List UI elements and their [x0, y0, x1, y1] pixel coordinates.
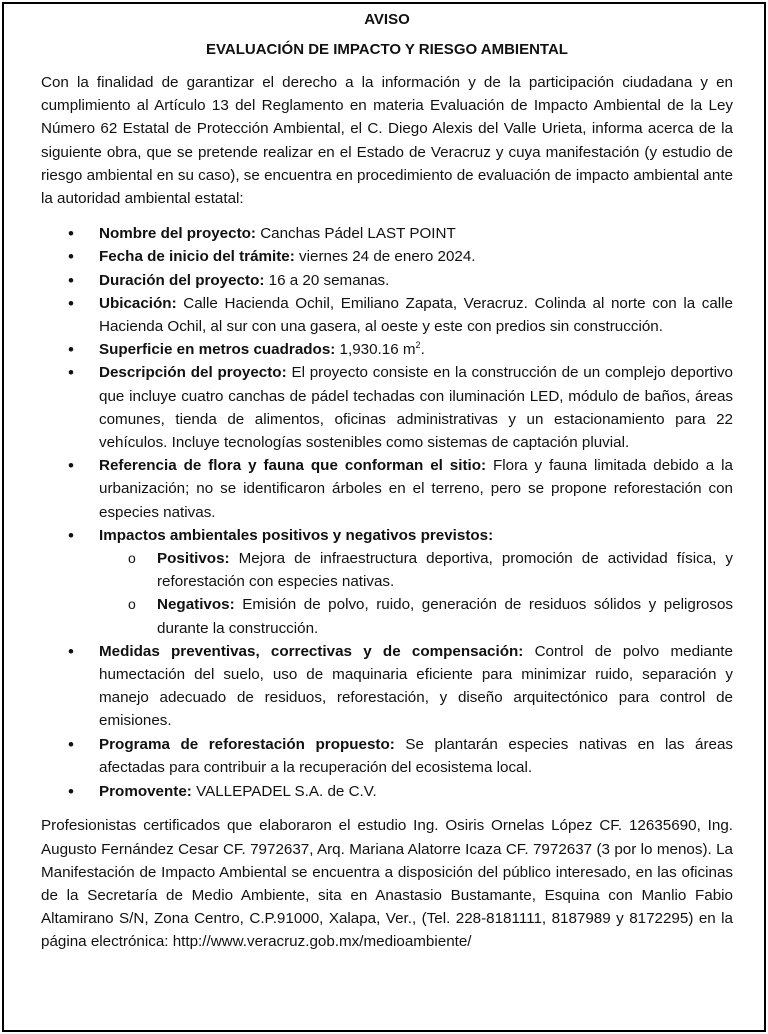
footer-paragraph: Profesionistas certificados que elaboraron el estudio Ing. Osiris Ornelas López CF. 12635690, Ing. Augusto Fernández Cesar CF. 7972637, Arq. Mariana Alatorre Icaza CF. 7972637 (3 por lo menos). La Manifestación de Impacto Ambiental se encuentra a disposición del público interesado, en las oficinas de la Secretaría de Medio Ambiente, sita en Anastasio Bustamante, Esquina con Manlio Fabio Altamirano S/N, Zona Centro, C.P.91000, Xalapa, Ver., (Tel. 228-8181111, 8187989 y 8172295) en la página electrónica: http://www.veracruz.gob.mx/medioambiente/	[41, 817, 733, 951]
item-text: Emisión de polvo, ruido, generación de residuos sólidos y peligrosos durante la construcción.	[157, 596, 733, 637]
sublist-item-positive	[99, 547, 733, 593]
intro-paragraph: Con la finalidad de garantizar el derecho a la información y de la participación ciudadana y en cumplimiento al Artículo 13 del Reglamento en materia Evaluación de Impacto Ambiental de la Ley Número 62 Estatal de Protección Ambiental, el C. Diego Alexis del Valle Urieta, informa acerca de la siguiente obra, que se pretende realizar en el Estado de Veracruz y cuya manifestación (y estudio de riesgo ambiental en su caso), se encuentra en procedimiento de evaluación de impacto ambiental ante la autoridad ambiental estatal:	[41, 74, 733, 208]
item-text: viernes 24 de enero 2024.	[294, 248, 476, 266]
sublist-item-negative	[99, 593, 733, 639]
item-label: Nombre del proyecto:	[99, 225, 256, 243]
item-label: Promovente:	[99, 783, 192, 801]
item-label: Referencia de flora y fauna que conforman el sitio:	[99, 457, 487, 475]
list-item-project-name	[41, 222, 733, 245]
item-label: Duración del proyecto:	[99, 271, 265, 289]
list-item-reforestation	[41, 733, 733, 779]
item-text: El proyecto consiste en la construcción de un complejo deportivo que incluye cuatro canchas de pádel techadas con iluminación LED, módulo de baños, áreas comunes, tienda de alimentos, oficinas administrativas y un estacionamiento para 22 vehículos. Incluye tecnologías sostenibles como sistemas de captación pluvial.	[99, 364, 734, 452]
superscript: 2	[415, 340, 421, 351]
item-label: Programa de reforestación propuesto:	[99, 735, 395, 753]
item-text: Canchas Pádel LAST POINT	[255, 225, 456, 243]
notice-title: AVISO	[364, 11, 410, 28]
item-label: Descripción del proyecto:	[99, 364, 287, 382]
item-text: Calle Hacienda Ochil, Emiliano Zapata, Veracruz. Colinda al norte con la calle Hacienda Ochil, al sur con una gasera, al oeste y este con predios sin construcción.	[99, 294, 733, 336]
list-item-measures	[41, 640, 733, 733]
item-text: 1,930.16 m	[335, 341, 416, 359]
notice-content	[41, 10, 733, 954]
item-text: Flora y fauna limitada debido a la urbanización; no se identificaron árboles en el terreno, pero se propone reforestación con especies nativas.	[99, 457, 733, 521]
list-item-surface	[41, 338, 733, 361]
list-item-location	[41, 292, 733, 338]
notice-frame	[2, 2, 766, 1032]
list-item-promoter	[41, 780, 733, 803]
project-details-list	[41, 222, 733, 803]
item-label: Negativos:	[157, 596, 235, 614]
item-label: Fecha de inicio del trámite:	[99, 248, 295, 266]
item-label: Medidas preventivas, correctivas y de compensación:	[99, 642, 524, 660]
item-text: 16 a 20 semanas.	[264, 271, 390, 289]
item-label: Ubicación:	[99, 294, 177, 312]
list-item-description	[41, 361, 733, 454]
item-text: Mejora de infraestructura deportiva, promoción de actividad física, y reforestación con especies nativas.	[157, 550, 733, 591]
item-text: Control de polvo mediante humectación del suelo, uso de maquinaria eficiente para minimizar ruido, separación y manejo adecuado de residuos, reforestación, y diseño arquitectónico para control de emisiones.	[99, 642, 733, 730]
notice-subtitle: EVALUACIÓN DE IMPACTO Y RIESGO AMBIENTAL	[206, 41, 568, 58]
list-item-start-date	[41, 245, 733, 268]
impacts-sublist	[99, 547, 733, 640]
list-item-duration	[41, 269, 733, 292]
list-item-flora-fauna	[41, 454, 733, 524]
item-label: Positivos:	[157, 550, 230, 568]
item-text: VALLEPADEL S.A. de C.V.	[191, 783, 377, 801]
item-text: Se plantarán especies nativas en las áreas afectadas para contribuir a la recuperación del ecosistema local.	[99, 735, 733, 776]
item-text-after: .	[420, 341, 425, 359]
list-item-impacts	[41, 524, 733, 640]
item-label: Impactos ambientales positivos y negativos previstos:	[99, 526, 494, 544]
item-label: Superficie en metros cuadrados:	[99, 341, 336, 359]
